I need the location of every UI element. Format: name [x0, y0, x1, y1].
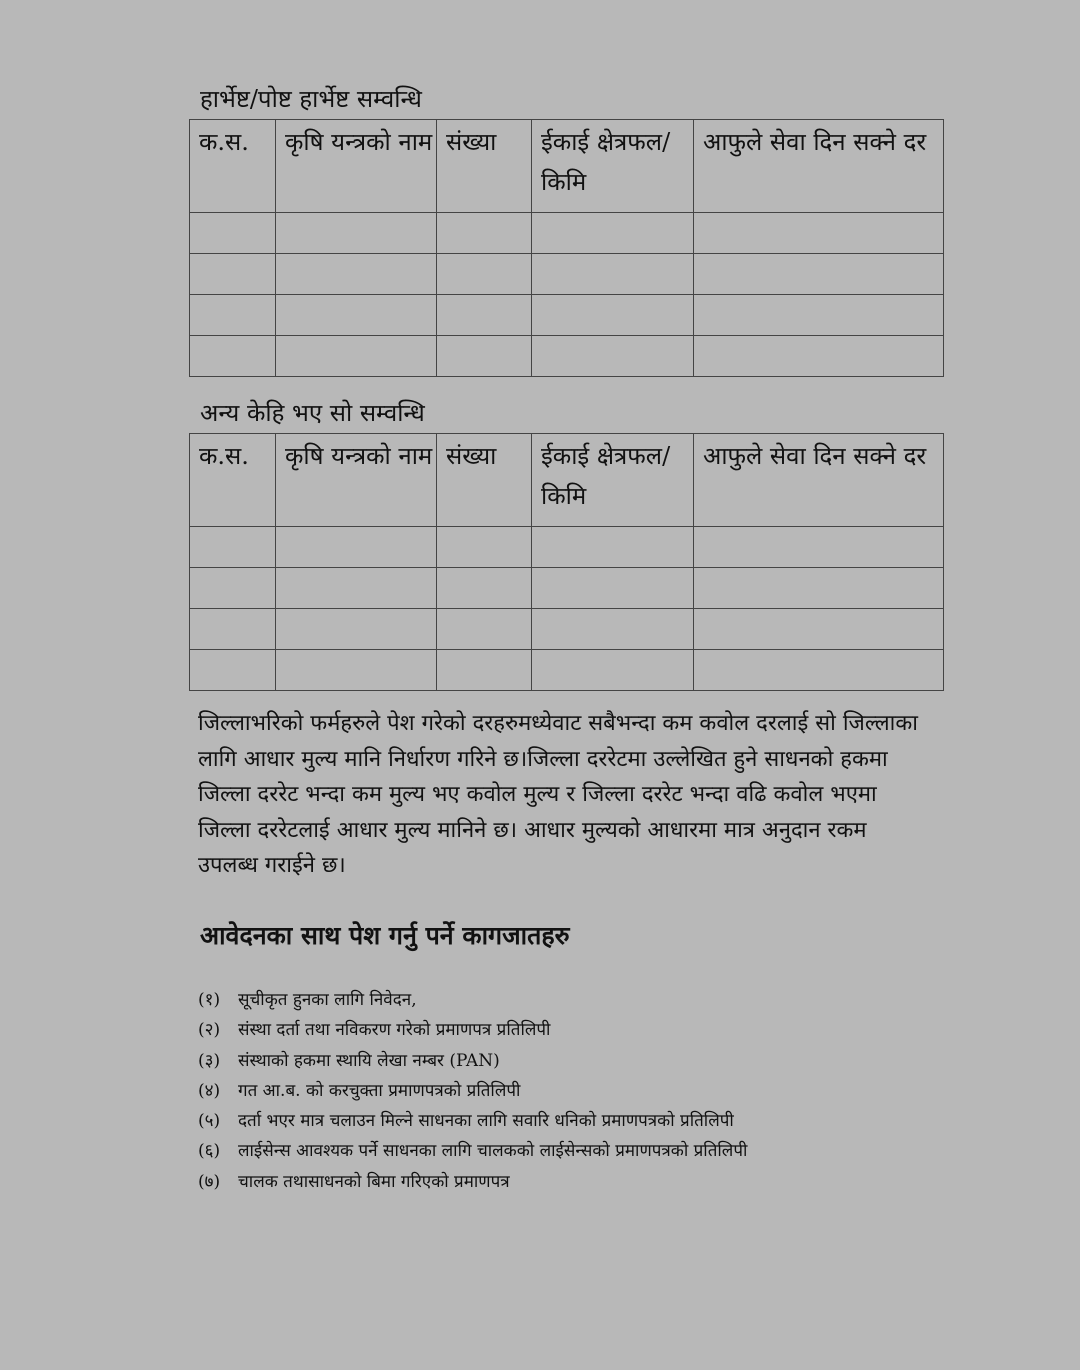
paragraph-line: जिल्लाभरिको फर्महरुले पेश गरेको दरहरुमध्येवाट सबैभन्दा कम कवोल दरलाई सो जिल्लाका [198, 711, 918, 736]
col-header-machine-name: कृषि यन्त्रको नाम [276, 434, 437, 527]
section-title-other: अन्य केहि भए सो सम्वन्धि [200, 399, 425, 427]
table-cell[interactable] [437, 609, 532, 650]
table-cell[interactable] [532, 295, 694, 336]
table-row [190, 609, 944, 650]
table-cell[interactable] [532, 254, 694, 295]
col-header-service-rate: आफुले सेवा दिन सक्ने दर [694, 434, 944, 527]
table-row [190, 568, 944, 609]
col-header-quantity: संख्या [437, 120, 532, 213]
col-header-machine-name: कृषि यन्त्रको नाम [276, 120, 437, 213]
list-item-number: (२) [198, 1020, 221, 1041]
table-cell[interactable] [694, 609, 944, 650]
col-header-serial: क.स. [190, 120, 276, 213]
table-cell[interactable] [694, 527, 944, 568]
col-header-service-rate: आफुले सेवा दिन सक्ने दर [694, 120, 944, 213]
table-row [190, 254, 944, 295]
table-cell[interactable] [190, 213, 276, 254]
section-title-harvest: हार्भेष्ट/पोष्ट हार्भेष्ट सम्वन्धि [200, 85, 422, 113]
table-cell[interactable] [190, 568, 276, 609]
table-header-row [190, 434, 944, 527]
harvest-machinery-table [189, 119, 944, 377]
table-cell[interactable] [437, 213, 532, 254]
table-cell[interactable] [694, 650, 944, 691]
table-cell[interactable] [532, 213, 694, 254]
table-cell[interactable] [532, 336, 694, 377]
table-cell[interactable] [276, 527, 437, 568]
table-cell[interactable] [532, 609, 694, 650]
table-row [190, 650, 944, 691]
required-documents-heading: आवेदनका साथ पेश गर्नु पर्ने कागजातहरु [200, 921, 570, 950]
list-item [198, 1046, 747, 1076]
table-cell[interactable] [276, 336, 437, 377]
table-cell[interactable] [532, 650, 694, 691]
table-cell[interactable] [190, 609, 276, 650]
table-cell[interactable] [694, 295, 944, 336]
table-cell[interactable] [694, 568, 944, 609]
table-row [190, 295, 944, 336]
table-row [190, 527, 944, 568]
list-item [198, 1167, 747, 1197]
table-cell[interactable] [276, 213, 437, 254]
table-cell[interactable] [276, 568, 437, 609]
table-cell[interactable] [190, 527, 276, 568]
rate-determination-paragraph [198, 706, 988, 884]
table-row [190, 336, 944, 377]
table-cell[interactable] [437, 336, 532, 377]
table-cell[interactable] [190, 295, 276, 336]
table-cell[interactable] [190, 336, 276, 377]
table-cell[interactable] [437, 568, 532, 609]
col-header-unit-area: ईकाई क्षेत्रफल/किमि [532, 120, 694, 213]
table-cell[interactable] [437, 527, 532, 568]
table-cell[interactable] [276, 295, 437, 336]
table-header-row [190, 120, 944, 213]
list-item-number: (३) [198, 1050, 221, 1071]
table-cell[interactable] [532, 527, 694, 568]
col-header-unit-area: ईकाई क्षेत्रफल/किमि [532, 434, 694, 527]
list-item [198, 985, 747, 1015]
list-item-number: (४) [198, 1080, 221, 1101]
table-cell[interactable] [190, 650, 276, 691]
table-cell[interactable] [694, 213, 944, 254]
list-item [198, 1136, 747, 1166]
table-cell[interactable] [437, 254, 532, 295]
table-cell[interactable] [276, 650, 437, 691]
table-cell[interactable] [437, 650, 532, 691]
col-header-quantity: संख्या [437, 434, 532, 527]
list-item-number: (७) [198, 1171, 221, 1192]
paragraph-line: जिल्ला दररेटलाई आधार मुल्य मानिने छ। आधार मुल्यको आधारमा मात्र अनुदान रकम [198, 817, 867, 843]
table-cell[interactable] [190, 254, 276, 295]
paragraph-line: उपलब्ध गराईने छ। [198, 853, 346, 878]
paragraph-line: लागि आधार मुल्य मानि निर्धारण गरिने छ।जिल्ला दररेटमा उल्लेखित हुने साधनको हकमा [198, 746, 888, 772]
table-cell[interactable] [694, 336, 944, 377]
list-item [198, 1076, 747, 1106]
col-header-serial: क.स. [190, 434, 276, 527]
table-cell[interactable] [276, 254, 437, 295]
list-item-text: संस्था दर्ता तथा नविकरण गरेको प्रमाणपत्र प्रतिलिपी [238, 1020, 551, 1041]
table-row [190, 213, 944, 254]
table-cell[interactable] [532, 568, 694, 609]
table-cell[interactable] [437, 295, 532, 336]
list-item [198, 1106, 747, 1136]
required-documents-list [198, 985, 747, 1197]
list-item-text: चालक तथासाधनको बिमा गरिएको प्रमाणपत्र [238, 1171, 510, 1192]
table-cell[interactable] [276, 609, 437, 650]
list-item-text: गत आ.ब. को करचुक्ता प्रमाणपत्रको प्रतिलिपी [238, 1080, 521, 1101]
list-item-number: (१) [198, 990, 221, 1010]
list-item-text: संस्थाको हकमा स्थायि लेखा नम्बर (PAN) [238, 1050, 500, 1071]
list-item-text: दर्ता भएर मात्र चलाउन मिल्ने साधनका लागि सवारि धनिको प्रमाणपत्रको प्रतिलिपी [238, 1111, 734, 1132]
table-cell[interactable] [694, 254, 944, 295]
list-item-text: लाईसेन्स आवश्यक पर्ने साधनका लागि चालकको लाईसेन्सको प्रमाणपत्रको प्रतिलिपी [238, 1141, 748, 1162]
paragraph-line: जिल्ला दररेट भन्दा कम मुल्य भए कवोल मुल्य र जिल्ला दररेट भन्दा वढि कवोल भएमा [198, 782, 877, 807]
list-item-number: (६) [198, 1141, 221, 1162]
list-item-text: सूचीकृत हुनका लागि निवेदन, [238, 990, 417, 1010]
list-item-number: (५) [198, 1111, 221, 1132]
list-item [198, 1015, 747, 1045]
other-machinery-table [189, 433, 944, 691]
